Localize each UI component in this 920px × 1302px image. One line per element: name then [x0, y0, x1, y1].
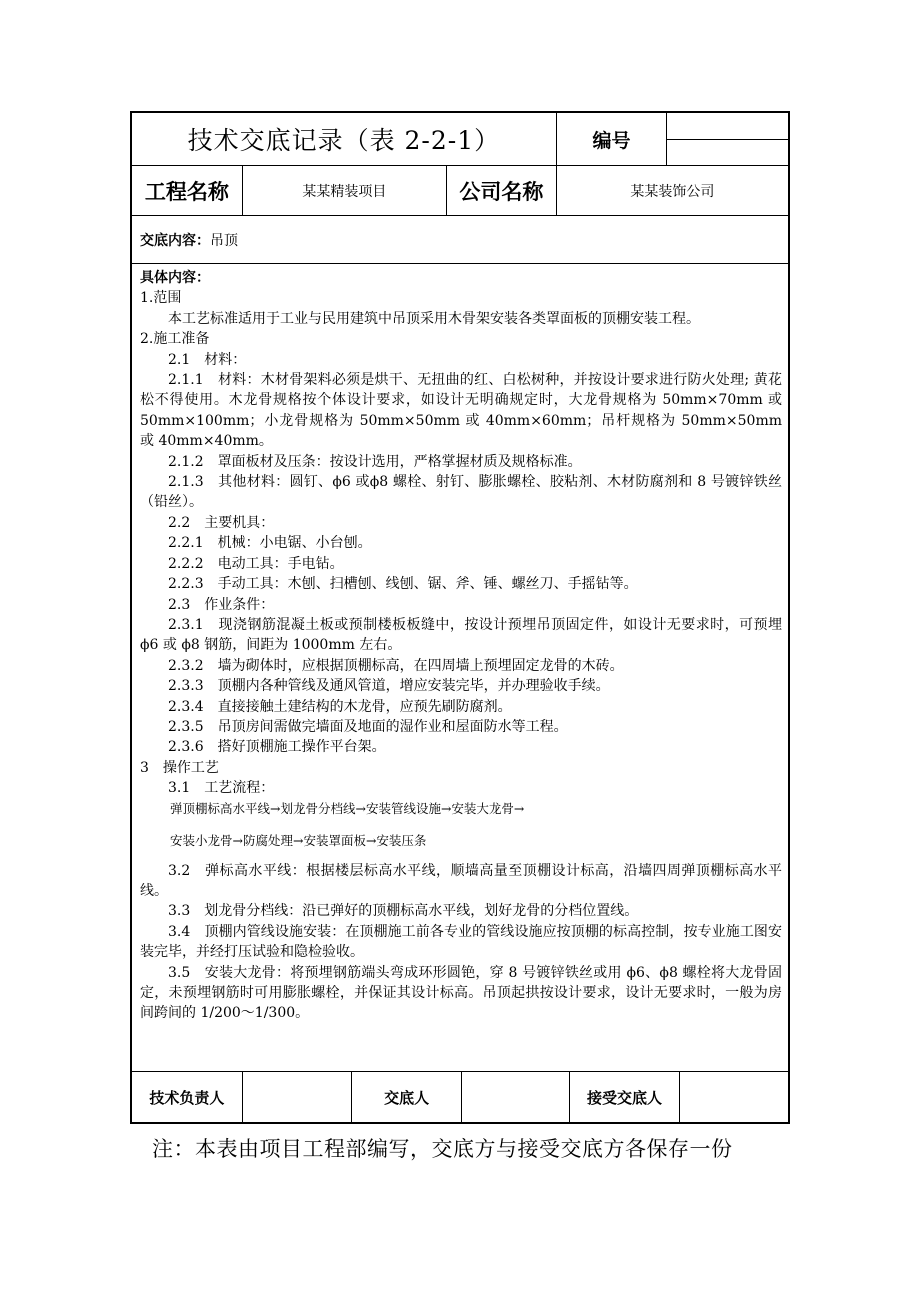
- project-name-label: 工程名称: [132, 166, 243, 215]
- content-line: 2.2.1 机械：小电锯、小台刨。: [168, 535, 372, 552]
- content-line: 2.3.2 墙为砌体时，应根据顶棚标高，在四周墙上预埋固定龙骨的木砖。: [168, 657, 624, 674]
- number-label: 编号: [557, 113, 668, 165]
- content-line: 3 操作工艺: [140, 759, 219, 776]
- content-line: 2.1 材料：: [168, 351, 247, 368]
- signature-row: [132, 1072, 788, 1122]
- process-flow-1: 弹顶棚标高水平线→划龙骨分档线→安装管线设施→安装大龙骨→: [170, 800, 525, 816]
- content-heading: 具体内容：: [140, 270, 210, 286]
- form-title: 技术交底记录（表 2-2-1）: [132, 113, 557, 165]
- content-line: 2.3.1 现浇钢筋混凝土板或预制楼板板缝中，按设计预埋吊顶固定件，如设计无要求时，可预埋 ϕ6 或 ϕ8 钢筋，间距为 1000mm 左右。: [140, 616, 782, 654]
- content-line: 2.3.5 吊顶房间需做完墙面及地面的湿作业和屋面防水等工程。: [168, 718, 568, 735]
- receiver-value: [680, 1072, 788, 1122]
- content-line: 3.1 工艺流程：: [168, 780, 275, 797]
- subject-row: [132, 216, 788, 264]
- content-line: 2.2.2 电动工具：手电钻。: [168, 555, 344, 572]
- discloser-value: [462, 1072, 570, 1122]
- title-row: [132, 113, 788, 166]
- content-line: 2.3 作业条件：: [168, 596, 275, 613]
- content-line: 2.1.2 罩面板材及压条：按设计选用，严格掌握材质及规格标准。: [168, 453, 582, 470]
- receiver-label: 接受交底人: [570, 1072, 681, 1122]
- content-line: 3.5 安装大龙骨：将预埋钢筋端头弯成环形圆铯，穿 8 号镀锌铁丝或用 ϕ6、ϕ8 螺栓将大龙骨固定，未预埋钢筋时可用膨胀螺栓，并保证其设计标高。吊顶起拱按设计要求，设计无要求时，一般为房间跨间的 1/200～1/300。: [140, 964, 782, 1022]
- content-line: 2.1.3 其他材料：圆钉、ϕ6 或ϕ8 螺栓、射钉、膨胀螺栓、胶粘剂、木材防腐剂和 8 号镀锌铁丝（铅丝）。: [140, 474, 782, 511]
- content-line: 1.范围: [140, 290, 182, 307]
- content-line: 2.2.3 手动工具：木刨、扫槽刨、线刨、锯、斧、锤、螺丝刀、手摇钻等。: [168, 576, 638, 593]
- number-value-1: [667, 113, 788, 140]
- content-line: 2.1.1 材料：木材骨架料必须是烘干、无扭曲的红、白松树种，并按设计要求进行防火处理; 黄花松不得使用。木龙骨规格按个体设计要求，如设计无明确规定时，大龙骨规格为 50mm×70mm 或 50mm×100mm；小龙骨规格为 50mm×50mm 或 40mm×60mm；吊杆规格为 50mm×50mm 或 40mm×40mm。: [140, 372, 782, 450]
- disclosure-form: [130, 111, 790, 1124]
- footer-note: 注：本表由项目工程部编写，交底方与接受交底方各保存一份: [152, 1137, 733, 1161]
- tech-lead-label: 技术负责人: [132, 1072, 243, 1122]
- number-value-2: [667, 140, 788, 166]
- project-name-value: 某某精装项目: [243, 166, 447, 215]
- content-body: [132, 264, 788, 1071]
- content-line: 2.3.6 搭好顶棚施工操作平台架。: [168, 739, 386, 756]
- subject-value: 吊顶: [210, 232, 238, 249]
- content-line: 2.3.3 顶棚内各种管线及通风管道，增应安装完毕，并办理验收手续。: [168, 678, 610, 695]
- content-line: 2.2 主要机具：: [168, 514, 275, 531]
- info-row: [132, 166, 788, 216]
- process-flow-2: 安装小龙骨→防腐处理→安装罩面板→安装压条: [170, 832, 427, 848]
- content-line: 本工艺标准适用于工业与民用建筑中吊顶采用木骨架安装各类罩面板的顶棚安装工程。: [168, 310, 700, 327]
- subject-label: 交底内容：: [140, 232, 210, 249]
- company-name-label: 公司名称: [447, 166, 557, 215]
- content-line: 3.3 划龙骨分档线：沿已弹好的顶棚标高水平线，划好龙骨的分档位置线。: [168, 903, 639, 920]
- company-name-value: 某某装饰公司: [630, 183, 715, 200]
- discloser-label: 交底人: [352, 1072, 462, 1122]
- subject: [132, 216, 788, 263]
- tech-lead-value: [243, 1072, 353, 1122]
- content-row: [132, 264, 788, 1072]
- content-line: 3.4 顶棚内管线设施安装：在顶棚施工前各专业的管线设施应按顶棚的标高控制，按专业施工图安装完毕，并经打压试验和隐检验收。: [140, 923, 782, 961]
- number-field: [667, 113, 788, 165]
- content-line: 3.2 弹标高水平线：根据楼层标高水平线，顺墙高量至顶棚设计标高，沿墙四周弹顶棚标高水平线。: [140, 862, 782, 899]
- content-line: 2.施工准备: [140, 331, 210, 348]
- content-line: 2.3.4 直接接触土建结构的木龙骨，应预先刷防腐剂。: [168, 698, 512, 715]
